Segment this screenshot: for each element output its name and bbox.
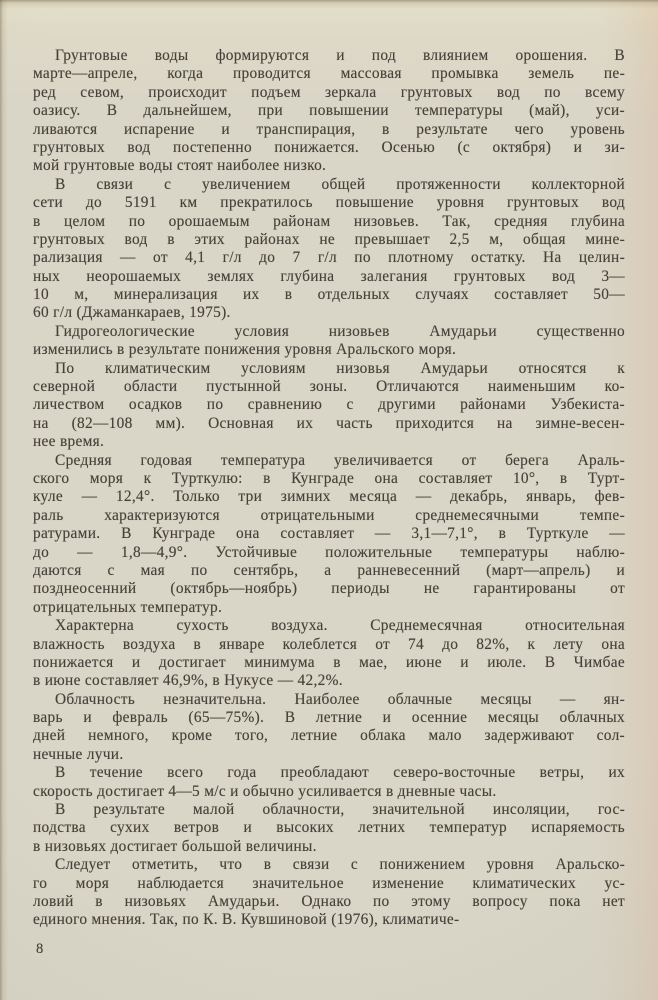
text-line: личеством осадков по сравнению с другими районами Узбекиста- [33, 396, 625, 414]
text-line: марте—апреле, когда проводится массовая промывка земель пе- [33, 65, 625, 83]
text-line: ливаются испарение и транспирация, в результате чего уровень [33, 120, 625, 138]
text-line: скорость достигает 4—5 м/с и обычно усиливается в дневные часы. [33, 782, 497, 800]
text-line: даются с мая по сентябрь, а ранневесенний (март—апрель) и [33, 561, 625, 579]
text-line: ловий в низовьях Амударьи. Однако по этому вопросу пока нет [33, 892, 625, 910]
paragraph [33, 452, 625, 618]
paragraph [33, 856, 625, 930]
text-line: до — 1,8—4,9°. Устойчивые положительные температуры наблю- [33, 543, 625, 561]
text-line: нее время. [33, 433, 105, 451]
text-line: нечные лучи. [33, 745, 124, 763]
text-line: грунтовых вод постепенно понижается. Осенью (с октября) и зи- [33, 138, 625, 156]
text-line: 10 м, минерализация их в отдельных случаях составляет 50— [33, 286, 625, 304]
text-line: в низовьях достигает большой величины. [33, 837, 317, 855]
text-line: По климатическим условиям низовья Амударьи относятся к [55, 359, 625, 377]
paragraph [33, 764, 625, 801]
paragraph [33, 691, 625, 765]
text-line: куле — 12,4°. Только три зимних месяца — декабрь, январь, фев- [33, 488, 625, 506]
text-block [33, 47, 625, 930]
text-line: позднеосенний (октябрь—ноябрь) периоды не гарантированы от [33, 580, 625, 598]
text-line: в целом по орошаемым районам низовьев. Так, средняя глубина [33, 212, 625, 230]
text-line: на (82—108 мм). Основная их часть приходится на зимне-весен- [33, 414, 625, 432]
paragraph [33, 176, 625, 323]
text-line: ского моря к Турткулю: в Кунграде она составляет 10°, в Турт- [33, 469, 625, 487]
text-line: раль характеризуются отрицательными среднемесячными темпе- [33, 506, 625, 524]
text-line: го моря наблюдается значительное изменение климатических ус- [33, 874, 625, 892]
text-line: подства сухих ветров и высоких летних температур испаряемость [33, 819, 625, 837]
text-line: северной области пустынной зоны. Отличаются наименьшим ко- [33, 378, 625, 396]
text-line: в июне составляет 46,9%, в Нукусе — 42,2%. [33, 672, 343, 690]
paragraph [33, 801, 625, 856]
text-line: оазису. В дальнейшем, при повышении температуры (май), уси- [33, 102, 625, 120]
text-line: единого мнения. Так, по К. В. Кувшиновой (1976), климатиче- [33, 911, 460, 929]
text-line: Облачность незначительна. Наиболее облачные месяцы — ян- [55, 690, 625, 708]
text-line: 60 г/л (Джаманкараев, 1975). [33, 304, 231, 322]
text-line: ных неорошаемых землях глубина залегания грунтовых вод 3— [33, 267, 625, 285]
text-line: Средняя годовая температура увеличивается от берега Араль- [55, 451, 625, 469]
text-line: рализация — от 4,1 г/л до 7 г/л по плотному остатку. На целин- [33, 249, 625, 267]
text-line: ратурами. В Кунграде она составляет — 3,1—7,1°, в Турткуле — [33, 525, 625, 543]
text-line: понижается и достигает минимума в мае, июне и июле. В Чимбае [33, 653, 625, 671]
text-line: влажность воздуха в январе колеблется от 74 до 82%, к лету она [33, 635, 625, 653]
text-line: Характерна сухость воздуха. Среднемесячная относительная [55, 617, 625, 635]
paragraph [33, 323, 625, 360]
paragraph [33, 360, 625, 452]
paragraph [33, 617, 625, 691]
text-line: грунтовых вод в этих районах не превышает 2,5 м, общая мине- [33, 230, 625, 248]
text-line: ред севом, происходит подъем зеркала грунтовых вод по всему [33, 83, 625, 101]
paragraph [33, 47, 625, 176]
text-line: изменились в результате понижения уровня Аральского моря. [33, 341, 457, 359]
text-line: варь и февраль (65—75%). В летние и осенние месяцы облачных [33, 709, 625, 727]
text-line: В связи с увеличением общей протяженности коллекторной [55, 175, 625, 193]
text-line: Следует отметить, что в связи с понижением уровня Аральско- [55, 856, 625, 874]
text-line: мой грунтовые воды стоят наиболее низко. [33, 157, 327, 175]
text-line: Грунтовые воды формируются и под влиянием орошения. В [55, 47, 625, 64]
text-line: В течение всего года преобладают северо-восточные ветры, их [55, 764, 625, 782]
text-line: сети до 5191 км прекратилось повышение уровня грунтовых вод [33, 194, 625, 212]
text-line: В результате малой облачности, значительной инсоляции, гос- [55, 801, 625, 819]
text-line: Гидрогеологические условия низовьев Амударьи существенно [55, 322, 625, 340]
page-number: 8 [36, 941, 44, 957]
text-line: дней немного, кроме того, летние облака мало задерживают сол- [33, 727, 625, 745]
text-line: отрицательных температур. [33, 598, 223, 616]
